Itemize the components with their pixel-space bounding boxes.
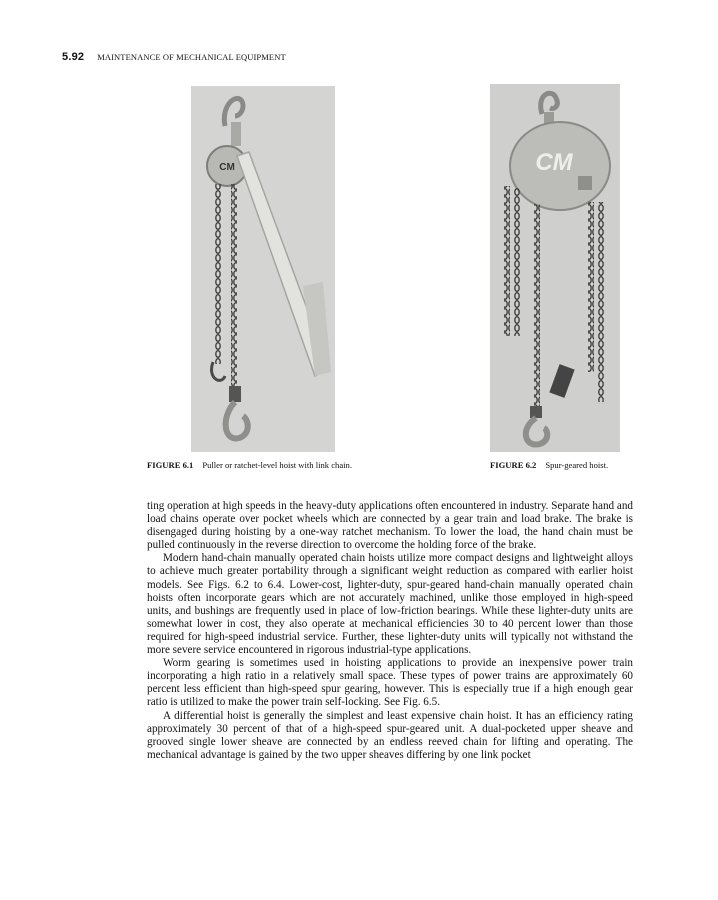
figure-6-1-logo: CM <box>219 162 235 173</box>
body-text <box>147 500 633 762</box>
figure-6-1-caption <box>147 460 352 470</box>
figure-6-1-photo <box>191 86 335 452</box>
figure-6-2-caption <box>490 460 608 470</box>
figure-6-1-caption-text: Puller or ratchet-level hoist with link chain. <box>202 460 352 470</box>
figure-6-2-photo <box>490 84 620 452</box>
figure-6-2-label: FIGURE 6.2 <box>490 460 537 470</box>
page-number: 5.92 <box>62 51 85 63</box>
paragraph-2: Modern hand-chain manually operated chain hoists utilize more compact designs and lightweight alloys to achieve much greater portability through a significant weight reduction as compared with earlier hoist models. See Figs. 6.2 to 6.4. Lower-cost, lighter-duty, spur-geared hand-chain manually operated chain hoists often incorporate gears which are not accurately machined, unlike those employed in high-speed units, and bushings are frequently used in place of low-friction bearings. While these lighter-duty units are somewhat lower in cost, they also operate at mechanical efficiencies 30 to 40 percent lower than those required for high-speed industrial service. Further, these lighter-duty units will typically not withstand the more severe service encountered in rigorous industrial-type applications. <box>147 552 633 657</box>
figure-6-2-logo: CM <box>535 149 573 176</box>
paragraph-1: ting operation at high speeds in the heavy-duty applications often encountered in industry. Separate hand and load chains operate over pocket wheels which are connected by a gear train and load brake. The brake is disengaged during hoisting by a one-way ratchet mechanism. To lower the load, the hand chain must be pulled continuously in the reverse direction to overcome the holding force of the brake. <box>147 500 633 552</box>
page-header <box>62 51 286 65</box>
paragraph-3: Worm gearing is sometimes used in hoisting applications to provide an inexpensive power train incorporating a high ratio in a relatively small space. These types of power trains are approximately 60 percent less efficient than high-speed spur gearing, however. This is especially true if a high enough gear ratio is utilized to make the power train self-locking. See Fig. 6.5. <box>147 657 633 709</box>
paragraph-4: A differential hoist is generally the simplest and least expensive chain hoist. It has an efficiency rating approximately 30 percent of that of a high-speed spur-geared unit. A dual-pocketed upper sheave and grooved single lower sheave are connected by an endless reeved chain for lifting and operating. The mechanical advantage is gained by the two upper sheaves differing by one link pocket <box>147 709 633 761</box>
figure-6-1-label: FIGURE 6.1 <box>147 460 194 470</box>
running-title: MAINTENANCE OF MECHANICAL EQUIPMENT <box>97 52 286 62</box>
figure-6-2-caption-text: Spur-geared hoist. <box>545 460 609 470</box>
